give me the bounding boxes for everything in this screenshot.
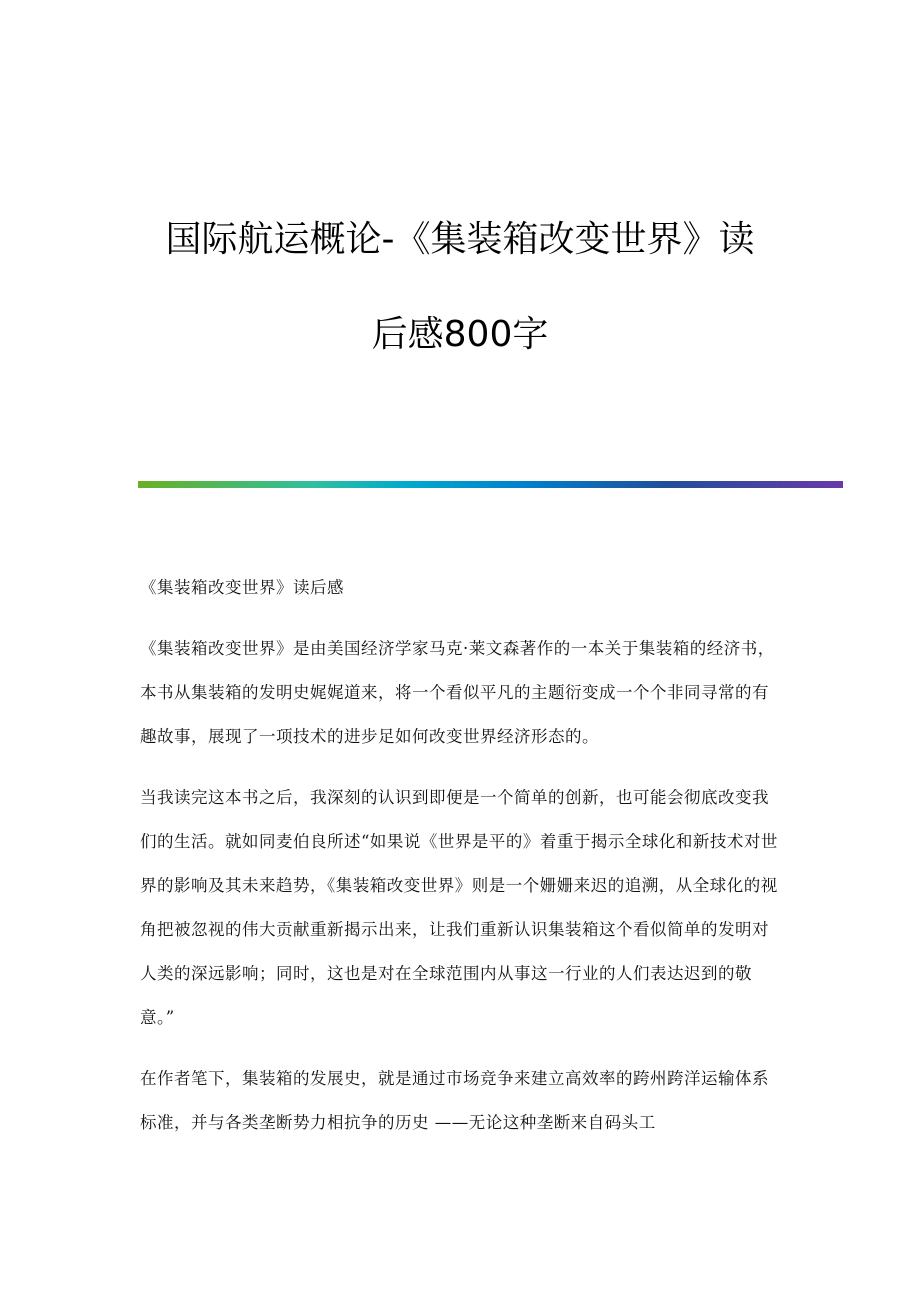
- paragraph: 当我读完这本书之后，我深刻的认识到即便是一个简单的创新，也可能会彻底改变我们的生活。就如同麦伯良所述“如果说《世界是平的》着重于揭示全球化和新技术对世界的影响及其未来趋势，《集装箱改变世界》则是一个姗姗来迟的追溯，从全球化的视角把被忽视的伟大贡献重新揭示出来，让我们重新认识集装箱这个看似简单的发明对人类的深远影响；同时，这也是对在全球范围内从事这一行业的人们表达迟到的敬意。”: [140, 788, 778, 1027]
- paragraph: 在作者笔下，集装箱的发展史，就是通过市场竞争来建立高效率的跨州跨洋运输体系标准，并与各类垄断势力相抗争的历史 ——无论这种垄断来自码头工: [140, 1069, 769, 1132]
- document-title-line-1: 国际航运概论-《集装箱改变世界》读: [165, 219, 755, 260]
- section-heading: 《集装箱改变世界》读后感: [140, 578, 344, 597]
- gradient-divider: [138, 481, 843, 488]
- document-title-line-2: 后感800字: [371, 314, 549, 355]
- paragraph: 《集装箱改变世界》是由美国经济学家马克·莱文森著作的一本关于集装箱的经济书，本书从集装箱的发明史娓娓道来，将一个看似平凡的主题衍变成一个个非同寻常的有趣故事，展现了一项技术的进步足如何改变世界经济形态的。: [140, 639, 775, 746]
- document-body: [140, 566, 780, 1162]
